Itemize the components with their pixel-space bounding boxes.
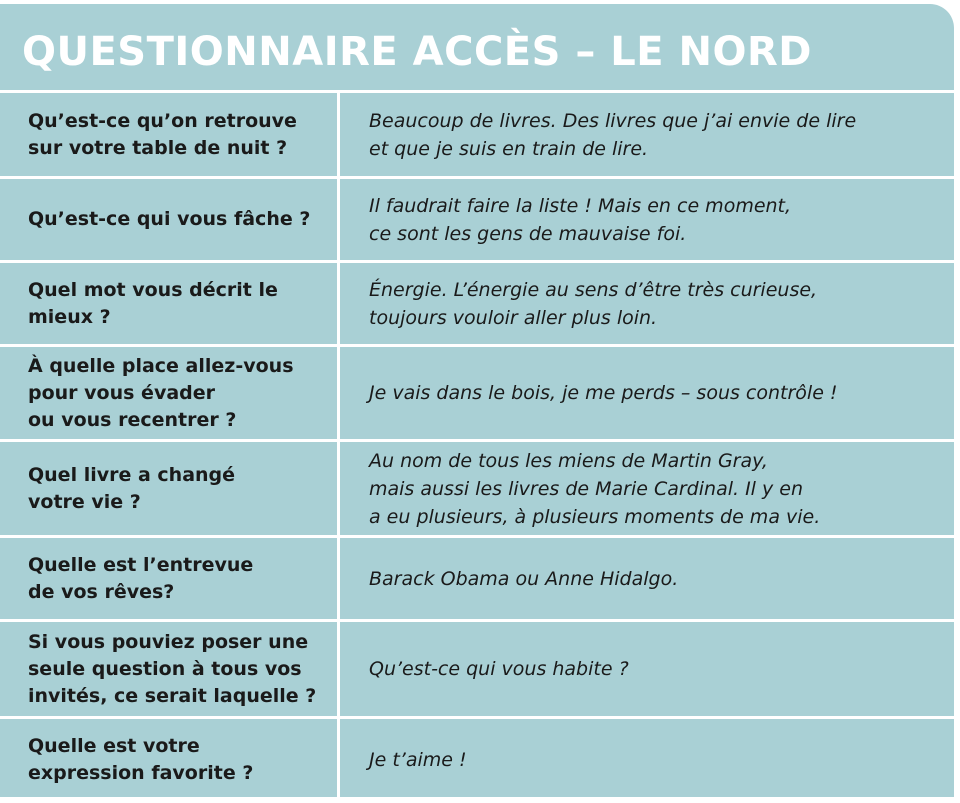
- table-row: [0, 619, 954, 716]
- table-row: [0, 176, 954, 260]
- question-text: Qu’est-ce qu’on retrouve sur votre table de nuit ?: [28, 109, 297, 159]
- table-row: [0, 535, 954, 619]
- answer-cell: [340, 538, 954, 619]
- question-text: Si vous pouviez poser une seule question à tous vos invités, ce serait laquelle ?: [28, 630, 317, 707]
- answer-text: Qu’est-ce qui vous habite ?: [369, 658, 629, 680]
- table-row: [0, 439, 954, 535]
- question-cell: [0, 622, 340, 716]
- answer-text: Il faudrait faire la liste ! Mais en ce moment, ce sont les gens de mauvaise foi.: [369, 194, 792, 245]
- question-text: Quelle est l’entrevue de vos rêves?: [28, 553, 254, 603]
- questionnaire-table: [0, 90, 954, 797]
- question-text: Quelle est votre expression favorite ?: [28, 735, 254, 784]
- table-row: [0, 90, 954, 176]
- answer-cell: [340, 622, 954, 716]
- question-text: Quel mot vous décrit le mieux ?: [28, 278, 278, 328]
- answer-cell: [340, 179, 954, 260]
- questionnaire-card: [0, 4, 954, 797]
- question-cell: [0, 719, 340, 797]
- question-cell: [0, 538, 340, 619]
- answer-cell: [340, 347, 954, 439]
- table-row: [0, 260, 954, 344]
- table-row: [0, 344, 954, 439]
- question-cell: [0, 442, 340, 535]
- answer-text: Je vais dans le bois, je me perds – sous contrôle !: [369, 382, 838, 404]
- question-text: Quel livre a changé votre vie ?: [28, 463, 236, 513]
- answer-text: Barack Obama ou Anne Hidalgo.: [369, 567, 679, 590]
- answer-cell: [340, 263, 954, 344]
- question-text: À quelle place allez-vous pour vous évader ou vous recentrer ?: [28, 354, 294, 431]
- answer-text: Énergie. L’énergie au sens d’être très curieuse, toujours vouloir aller plus loin.: [369, 278, 818, 329]
- answer-text: Je t’aime !: [369, 749, 467, 771]
- question-text: Qu’est-ce qui vous fâche ?: [28, 208, 311, 230]
- answer-cell: [340, 93, 954, 176]
- question-cell: [0, 93, 340, 176]
- answer-text: Au nom de tous les miens de Martin Gray, mais aussi les livres de Marie Cardinal. Il y en a eu plusieurs, à plusieurs moments de ma vie.: [369, 449, 821, 528]
- questionnaire-title: QUESTIONNAIRE ACCÈS – LE NORD: [22, 29, 813, 75]
- question-cell: [0, 263, 340, 344]
- table-row: [0, 716, 954, 797]
- answer-cell: [340, 719, 954, 797]
- question-cell: [0, 347, 340, 439]
- question-cell: [0, 179, 340, 260]
- answer-cell: [340, 442, 954, 535]
- answer-text: Beaucoup de livres. Des livres que j’ai envie de lire et que je suis en train de lire.: [369, 109, 857, 160]
